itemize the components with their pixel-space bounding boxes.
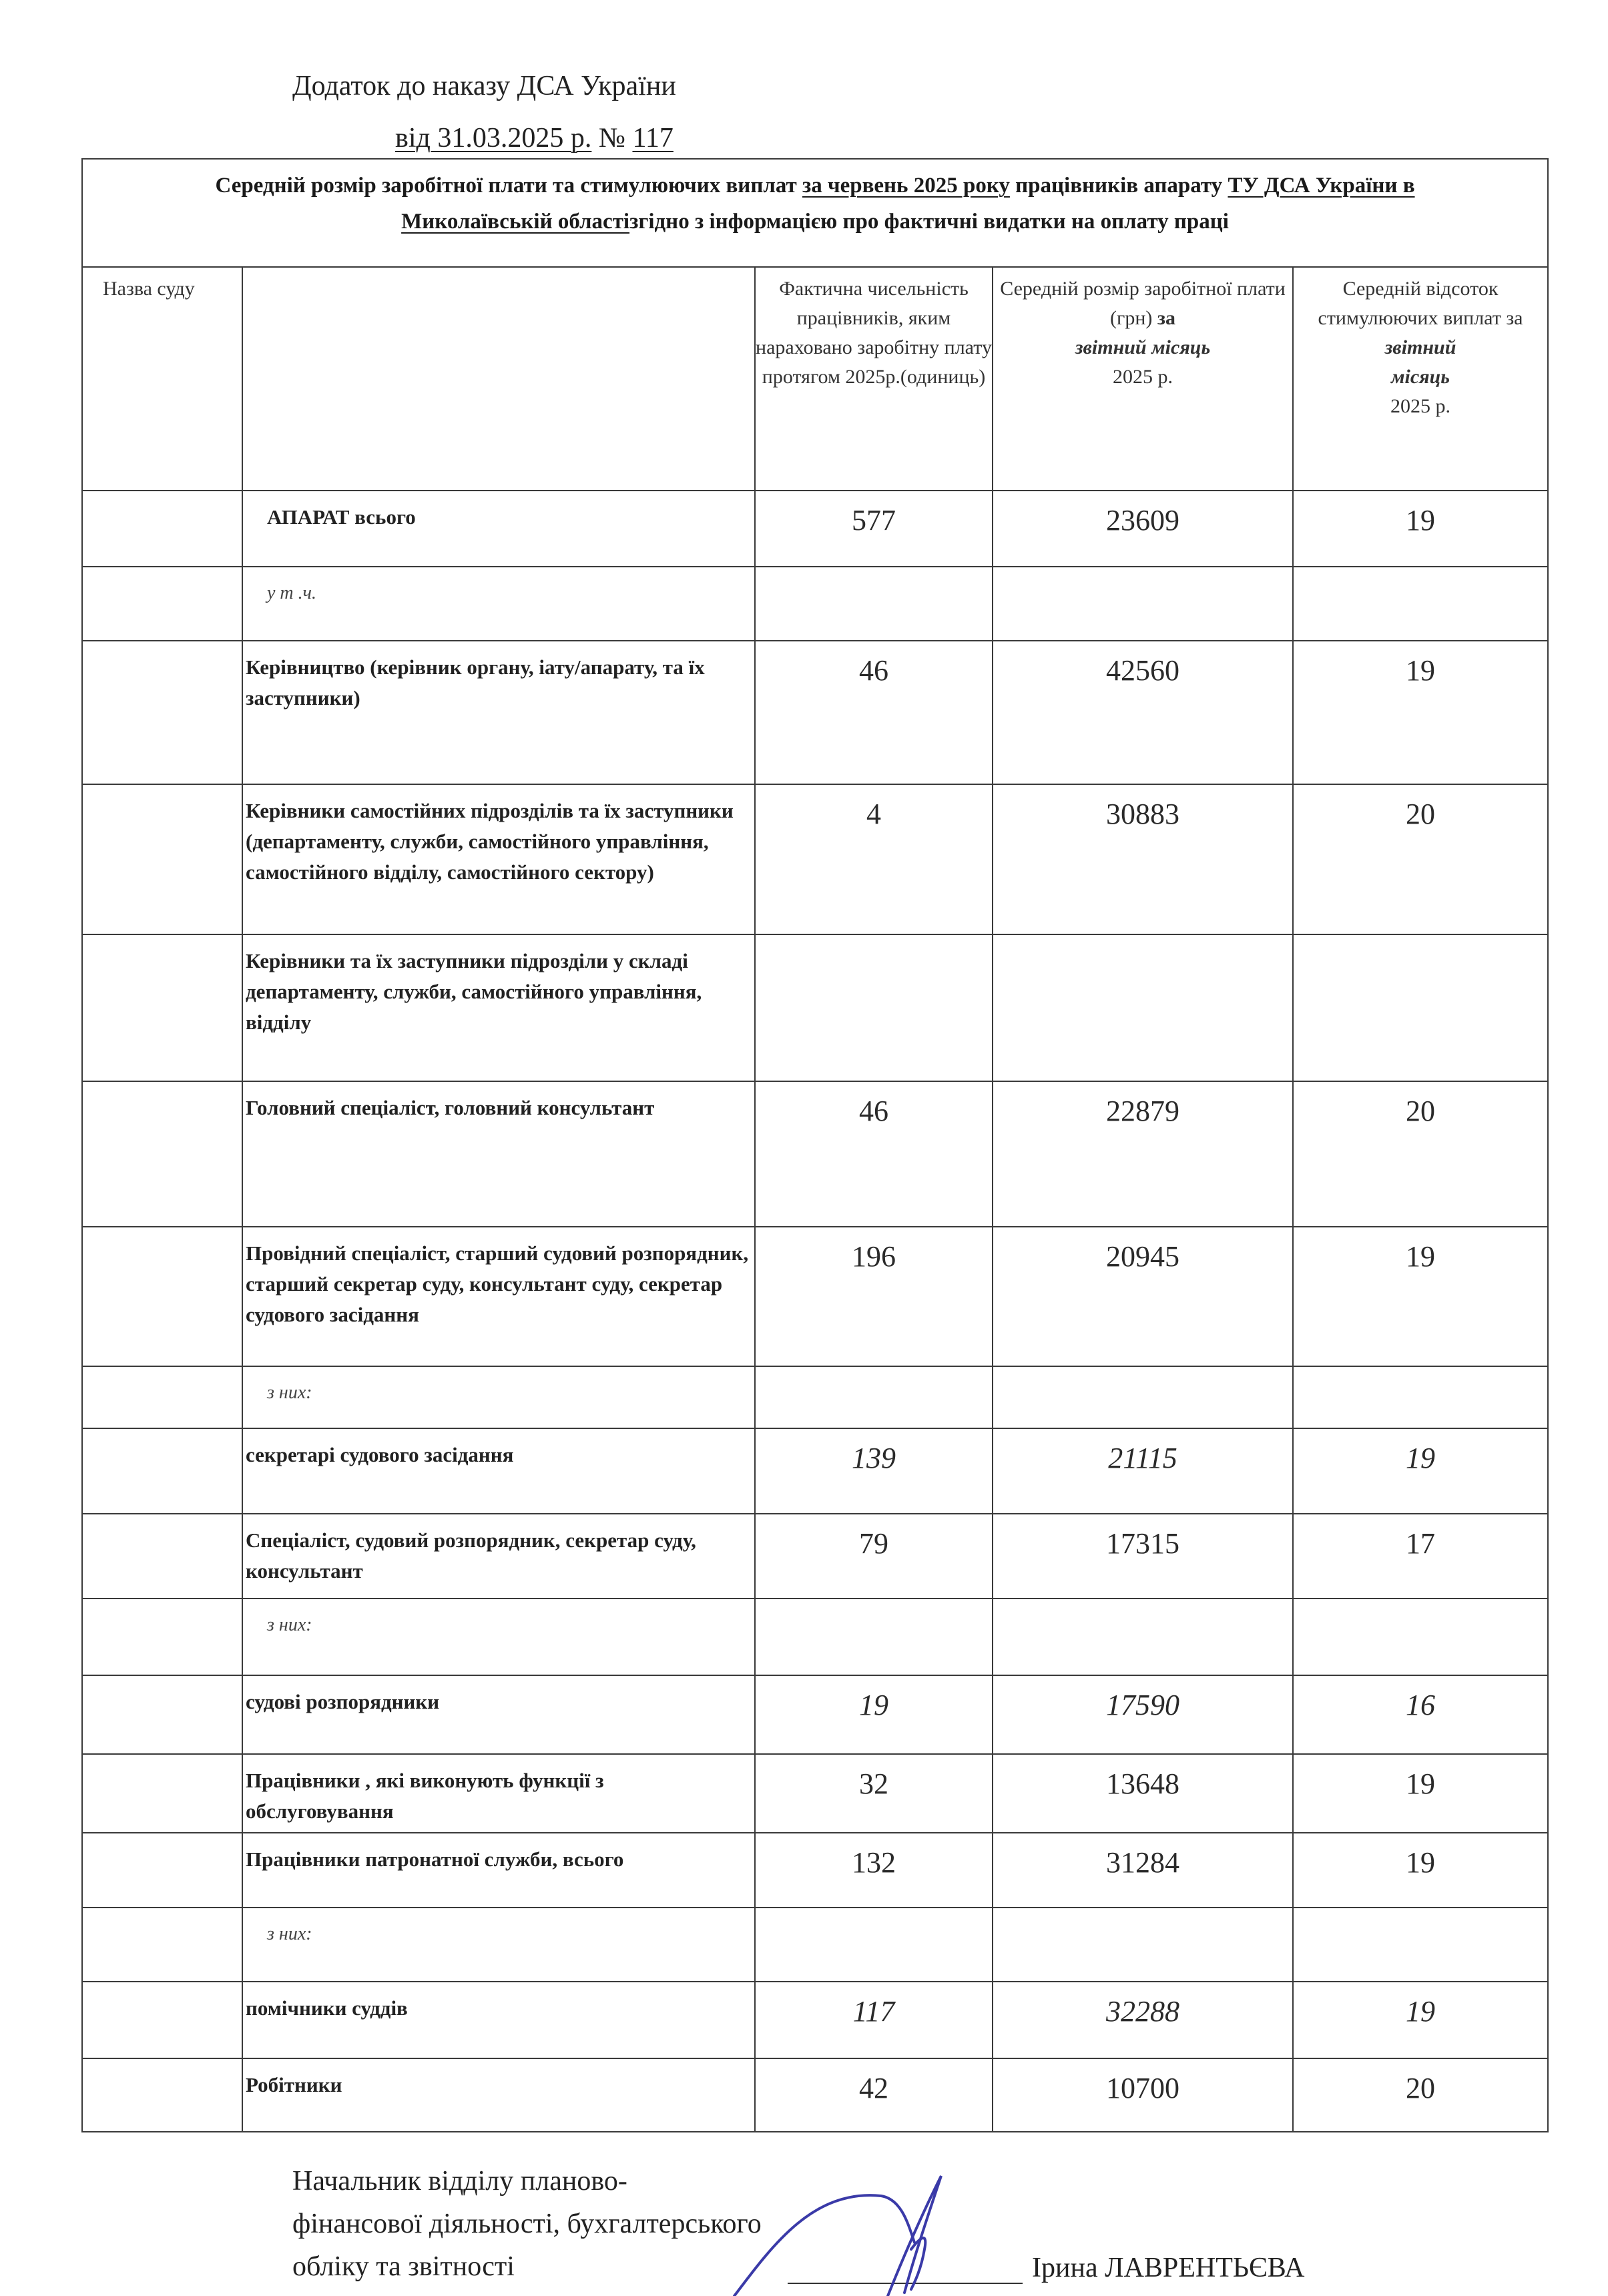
avg-bonus-pct-value: 20 bbox=[1293, 2058, 1548, 2132]
table-row bbox=[82, 1428, 1548, 1514]
title-text: працівників апарату bbox=[1009, 174, 1228, 198]
court-name-cell bbox=[82, 1514, 242, 1599]
avg-salary-value: 32288 bbox=[993, 1982, 1293, 2058]
court-name-cell bbox=[82, 567, 242, 641]
table-row bbox=[82, 1227, 1548, 1366]
header-text: місяць bbox=[1390, 366, 1450, 388]
avg-bonus-pct-value: 20 bbox=[1293, 784, 1548, 934]
headcount-value: 46 bbox=[755, 641, 993, 784]
position-line-2: фінансової діяльності, бухгалтерського bbox=[292, 2209, 762, 2239]
avg-salary-value bbox=[993, 1908, 1293, 1982]
position-label: Робітники bbox=[242, 2058, 755, 2132]
headcount-value: 139 bbox=[755, 1428, 993, 1514]
court-name-cell bbox=[82, 1227, 242, 1366]
position-line-1: Начальник відділу планово- bbox=[292, 2166, 627, 2197]
avg-salary-value: 21115 bbox=[993, 1428, 1293, 1514]
avg-bonus-pct-value: 19 bbox=[1293, 1227, 1548, 1366]
headcount-value bbox=[755, 567, 993, 641]
title-period: за червень 2025 року bbox=[802, 174, 1010, 198]
header-court-name: Назва суду bbox=[82, 267, 242, 491]
avg-salary-value bbox=[993, 934, 1293, 1081]
position-label: у т .ч. bbox=[242, 567, 755, 641]
header-avg-bonus-pct bbox=[1293, 267, 1548, 491]
headcount-value: 42 bbox=[755, 2058, 993, 2132]
position-label: судові розпорядники bbox=[242, 1675, 755, 1754]
header-text: звітний bbox=[1384, 336, 1456, 358]
title-text: Середній розмір заробітної плати та стимулюючих виплат bbox=[215, 174, 802, 198]
table-row bbox=[82, 1754, 1548, 1833]
position-label: з них: bbox=[242, 1599, 755, 1675]
order-number: 117 bbox=[632, 123, 674, 154]
court-name-cell bbox=[82, 1982, 242, 2058]
table-row bbox=[82, 1675, 1548, 1754]
header-text: 2025 р. bbox=[1390, 395, 1450, 417]
headcount-value: 577 bbox=[755, 491, 993, 567]
position-label: Провідний спеціаліст, старший судовий розпорядник, старший секретар суду, консультант суду, секретар судового засідання bbox=[242, 1227, 755, 1366]
position-label: Спеціаліст, судовий розпорядник, секретар суду, консультант bbox=[242, 1514, 755, 1599]
court-name-cell bbox=[82, 784, 242, 934]
headcount-value: 117 bbox=[755, 1982, 993, 2058]
court-name-cell bbox=[82, 1908, 242, 1982]
position-label: Керівники самостійних підрозділів та їх заступники (департаменту, служби, самостійного управління, самостійного відділу, самостійного сектору) bbox=[242, 784, 755, 934]
avg-bonus-pct-value: 19 bbox=[1293, 1833, 1548, 1908]
avg-salary-value: 42560 bbox=[993, 641, 1293, 784]
table-row bbox=[82, 1833, 1548, 1908]
avg-bonus-pct-value: 19 bbox=[1293, 1754, 1548, 1833]
avg-bonus-pct-value: 19 bbox=[1293, 491, 1548, 567]
table-row bbox=[82, 641, 1548, 784]
avg-salary-value bbox=[993, 1366, 1293, 1428]
table-row bbox=[82, 491, 1548, 567]
table-row bbox=[82, 2058, 1548, 2132]
table-row bbox=[82, 1908, 1548, 1982]
headcount-value: 19 bbox=[755, 1675, 993, 1754]
table-title bbox=[82, 159, 1548, 267]
headcount-value: 196 bbox=[755, 1227, 993, 1366]
signature-block bbox=[292, 2160, 762, 2288]
avg-bonus-pct-value: 19 bbox=[1293, 641, 1548, 784]
title-region: Миколаївській області bbox=[401, 210, 630, 234]
table-header-row bbox=[82, 267, 1548, 491]
annex-order-ref bbox=[395, 124, 674, 152]
court-name-cell bbox=[82, 491, 242, 567]
court-name-cell bbox=[82, 1366, 242, 1428]
court-name-cell bbox=[82, 1081, 242, 1227]
position-label: Працівники патронатної служби, всього bbox=[242, 1833, 755, 1908]
position-label: Керівництво (керівник органу, іату/апарату, та їх заступники) bbox=[242, 641, 755, 784]
headcount-value bbox=[755, 1908, 993, 1982]
headcount-value: 32 bbox=[755, 1754, 993, 1833]
table-row bbox=[82, 1982, 1548, 2058]
court-name-cell bbox=[82, 1675, 242, 1754]
avg-bonus-pct-value: 19 bbox=[1293, 1982, 1548, 2058]
avg-bonus-pct-value bbox=[1293, 934, 1548, 1081]
avg-salary-value: 23609 bbox=[993, 491, 1293, 567]
court-name-cell bbox=[82, 1833, 242, 1908]
avg-salary-value bbox=[993, 1599, 1293, 1675]
header-text: за bbox=[1157, 307, 1175, 329]
avg-salary-value: 10700 bbox=[993, 2058, 1293, 2132]
header-text: Середній розмір заробітної плати (грн) bbox=[1000, 278, 1286, 329]
headcount-value: 4 bbox=[755, 784, 993, 934]
avg-salary-value: 22879 bbox=[993, 1081, 1293, 1227]
header-position bbox=[242, 267, 755, 491]
table-row bbox=[82, 784, 1548, 934]
headcount-value bbox=[755, 934, 993, 1081]
table-row bbox=[82, 934, 1548, 1081]
avg-salary-value: 13648 bbox=[993, 1754, 1293, 1833]
position-line-3: обліку та звітності bbox=[292, 2251, 515, 2282]
order-date: від 31.03.2025 р. bbox=[395, 123, 592, 154]
header-text: Середній відсоток стимулюючих виплат за bbox=[1318, 278, 1523, 329]
title-text: згідно з інформацією про фактичні видатки на оплату праці bbox=[629, 210, 1229, 234]
court-name-cell bbox=[82, 641, 242, 784]
order-number-sign: № bbox=[591, 123, 633, 154]
annex-heading: Додаток до наказу ДСА України bbox=[292, 71, 676, 101]
court-name-cell bbox=[82, 2058, 242, 2132]
avg-bonus-pct-value: 16 bbox=[1293, 1675, 1548, 1754]
table-row bbox=[82, 1514, 1548, 1599]
court-name-cell bbox=[82, 934, 242, 1081]
position-label: з них: bbox=[242, 1366, 755, 1428]
avg-bonus-pct-value bbox=[1293, 1908, 1548, 1982]
salary-report-table bbox=[81, 158, 1549, 2132]
headcount-value bbox=[755, 1366, 993, 1428]
header-text: 2025 р. bbox=[1113, 366, 1173, 388]
avg-salary-value: 17590 bbox=[993, 1675, 1293, 1754]
avg-salary-value: 17315 bbox=[993, 1514, 1293, 1599]
table-row bbox=[82, 1081, 1548, 1227]
avg-bonus-pct-value: 17 bbox=[1293, 1514, 1548, 1599]
position-label: АПАРАТ всього bbox=[242, 491, 755, 567]
table-title-row bbox=[82, 159, 1548, 267]
table-row bbox=[82, 567, 1548, 641]
header-headcount: Фактична чисельність працівників, яким нараховано заробітну плату протягом 2025р.(одиниць) bbox=[755, 267, 993, 491]
avg-bonus-pct-value bbox=[1293, 1599, 1548, 1675]
avg-bonus-pct-value bbox=[1293, 1366, 1548, 1428]
signature-stroke bbox=[734, 2176, 941, 2296]
avg-salary-value: 20945 bbox=[993, 1227, 1293, 1366]
avg-bonus-pct-value: 19 bbox=[1293, 1428, 1548, 1514]
court-name-cell bbox=[82, 1428, 242, 1514]
position-label: секретарі судового засідання bbox=[242, 1428, 755, 1514]
court-name-cell bbox=[82, 1754, 242, 1833]
avg-salary-value bbox=[993, 567, 1293, 641]
avg-bonus-pct-value bbox=[1293, 567, 1548, 641]
title-org: ТУ ДСА України в bbox=[1228, 174, 1415, 198]
avg-salary-value: 30883 bbox=[993, 784, 1293, 934]
position-label: Працівники , які виконують функції з обслуговування bbox=[242, 1754, 755, 1833]
table-row bbox=[82, 1366, 1548, 1428]
table-row bbox=[82, 1599, 1548, 1675]
header-text: звітний місяць bbox=[1075, 336, 1211, 358]
handwritten-signature bbox=[721, 2169, 1001, 2296]
headcount-value bbox=[755, 1599, 993, 1675]
avg-salary-value: 31284 bbox=[993, 1833, 1293, 1908]
headcount-value: 79 bbox=[755, 1514, 993, 1599]
header-avg-salary bbox=[993, 267, 1293, 491]
position-label: з них: bbox=[242, 1908, 755, 1982]
position-label: Головний спеціаліст, головний консультант bbox=[242, 1081, 755, 1227]
signer-name: Ірина ЛАВРЕНТЬЄВА bbox=[1032, 2253, 1305, 2283]
headcount-value: 132 bbox=[755, 1833, 993, 1908]
headcount-value: 46 bbox=[755, 1081, 993, 1227]
avg-bonus-pct-value: 20 bbox=[1293, 1081, 1548, 1227]
position-label: помічники суддів bbox=[242, 1982, 755, 2058]
court-name-cell bbox=[82, 1599, 242, 1675]
position-label: Керівники та їх заступники підрозділи у складі департаменту, служби, самостійного управління, відділу bbox=[242, 934, 755, 1081]
